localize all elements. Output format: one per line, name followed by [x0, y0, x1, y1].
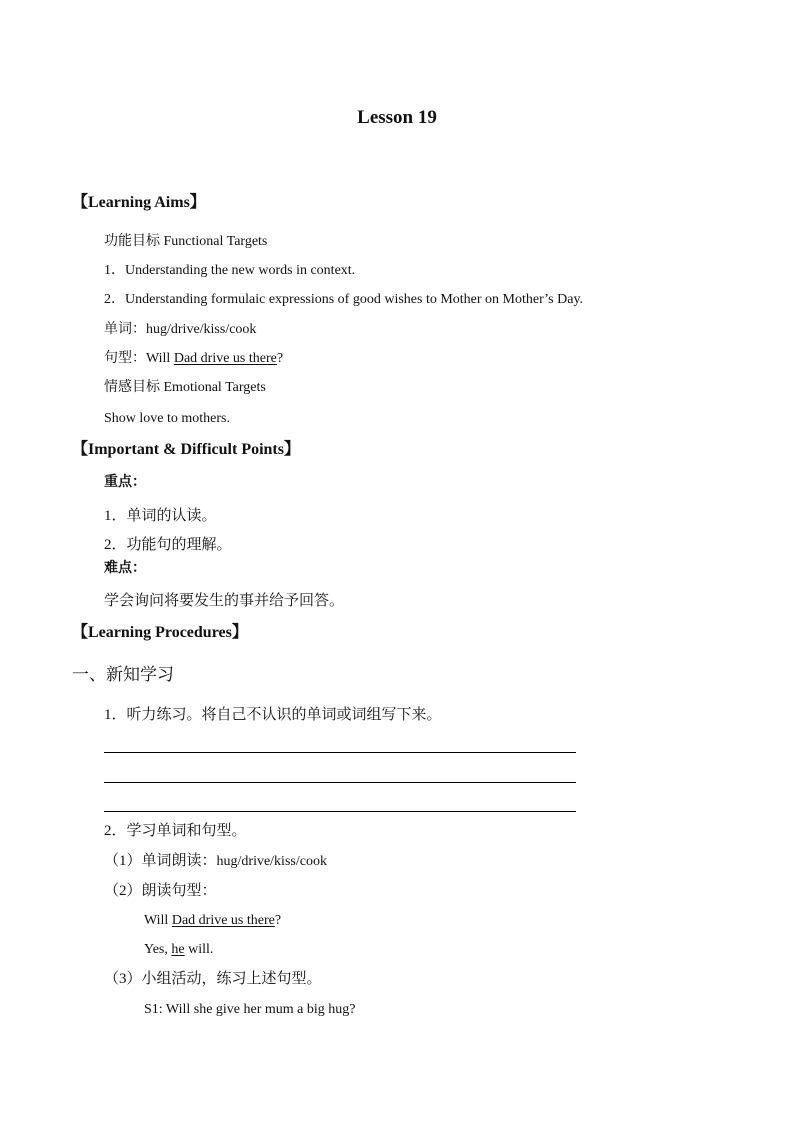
- page-title: Lesson 19: [357, 107, 437, 128]
- answer-pre: Yes,: [144, 942, 172, 957]
- pattern-underlined: Dad drive us there: [173, 351, 277, 366]
- question-post: ?: [274, 913, 282, 928]
- aim-words: [104, 323, 256, 337]
- key-label: 重点：: [104, 475, 146, 490]
- sub-step-1: [104, 854, 327, 869]
- step-2: 2．学习单词和句型。: [104, 823, 247, 839]
- sub-step-1-label: （1）单词朗读：: [104, 853, 217, 869]
- answer-post: will.: [184, 942, 214, 957]
- pattern-pre: Will: [146, 351, 174, 366]
- step-1: 1．听力练习。将自己不认识的单词或词组写下来。: [104, 707, 442, 723]
- dialogue-s1: S1: Will she give her mum a big hug?: [144, 1002, 356, 1017]
- emotional-text: Show love to mothers.: [104, 411, 230, 426]
- pattern-post: ?: [276, 351, 284, 366]
- learning-aims-heading: 【Learning Aims】: [72, 194, 206, 211]
- sub-step-2-label: （2）朗读句型：: [104, 883, 217, 899]
- functional-targets: 功能目标 Functional Targets: [104, 234, 268, 249]
- difficult-text: 学会询问将要发生的事并给予回答。: [104, 593, 345, 609]
- sub-step-1-words: hug/drive/kiss/cook: [216, 854, 327, 869]
- answer-line-2[interactable]: [104, 782, 576, 783]
- answer-underlined: he: [171, 942, 185, 957]
- key-item-1: 1．单词的认读。: [104, 508, 217, 524]
- sub-step-3-label: （3）小组活动，练习上述句型。: [104, 971, 322, 987]
- points-heading: 【Important & Difficult Points】: [72, 441, 300, 458]
- answer-sentence: [144, 943, 213, 957]
- aim-item-1: 1．Understanding the new words in context.: [104, 263, 356, 278]
- words-label: 单词：: [104, 322, 146, 337]
- question-underlined: Dad drive us there: [171, 913, 275, 928]
- words-list: hug/drive/kiss/cook: [146, 322, 257, 337]
- question-pre: Will: [144, 913, 172, 928]
- answer-line-1[interactable]: [104, 752, 576, 753]
- procedures-heading: 【Learning Procedures】: [72, 624, 248, 641]
- aim-pattern: [104, 352, 283, 366]
- aim-item-2: 2．Understanding formulaic expressions of good wishes to Mother on Mother’s Day.: [104, 292, 584, 307]
- pattern-label: 句型：: [104, 351, 146, 366]
- emotional-targets: 情感目标 Emotional Targets: [104, 380, 266, 395]
- answer-line-3[interactable]: [104, 811, 576, 812]
- question-sentence: [144, 914, 281, 928]
- difficult-label: 难点：: [104, 561, 146, 576]
- key-item-2: 2．功能句的理解。: [104, 537, 232, 553]
- section-1-heading: 一、新知学习: [72, 665, 174, 684]
